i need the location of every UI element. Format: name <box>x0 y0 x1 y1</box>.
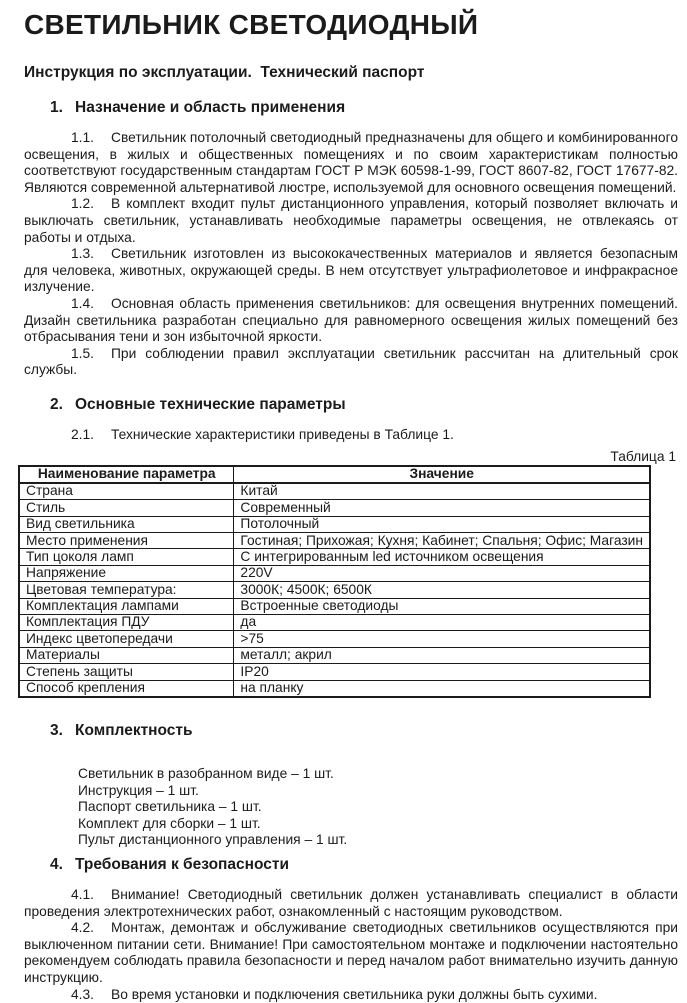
value-cell: на планку <box>234 680 650 697</box>
paragraph-4-3-text: Во время установки и подключения светильника руки должны быть сухими. <box>111 987 597 1002</box>
value-cell: Гостиная; Прихожая; Кухня; Кабинет; Спальня; Офис; Магазин <box>234 533 650 549</box>
param-cell: Тип цоколя ламп <box>19 549 234 565</box>
table-row <box>19 582 650 598</box>
table-row <box>19 483 650 500</box>
param-cell: Степень защиты <box>19 664 234 680</box>
value-cell: С интегрированным led источником освещения <box>234 549 650 565</box>
list-item: Паспорт светильника – 1 шт. <box>78 799 678 816</box>
value-cell: IP20 <box>234 664 650 680</box>
table-row <box>19 647 650 663</box>
section-2-title: Основные технические параметры <box>75 396 346 413</box>
value-cell: 220V <box>234 565 650 581</box>
param-cell: Вид светильника <box>19 516 234 532</box>
table-row <box>19 664 650 680</box>
section-4-title: Требования к безопасности <box>75 856 289 873</box>
contents-list <box>24 766 678 849</box>
param-cell: Комплектация лампами <box>19 598 234 614</box>
section-4-number: 4. <box>50 856 64 874</box>
param-cell: Страна <box>19 483 234 500</box>
value-cell: Потолочный <box>234 516 650 532</box>
table-row <box>19 500 650 516</box>
section-3-title: Комплектность <box>75 722 193 739</box>
paragraph-2-1-number: 2.1. <box>71 427 98 444</box>
table-row <box>19 680 650 697</box>
parameters-table <box>18 465 651 698</box>
value-cell: 3000К; 4500К; 6500К <box>234 582 650 598</box>
table-row <box>19 615 650 631</box>
table-header-value: Значение <box>234 466 650 483</box>
paragraph-4-3 <box>24 987 678 1003</box>
paragraph-1-4-text: Основная область применения светильников: для освещения внутренних помещений. Дизайн светильника разработан специально для равномерного освещения жилых помещений без отбрасывания тени и зон избыточной яркости. <box>24 296 678 344</box>
document-title: СВЕТИЛЬНИК СВЕТОДИОДНЫЙ <box>24 8 678 41</box>
paragraph-4-1-number: 4.1. <box>71 887 98 904</box>
param-cell: Материалы <box>19 647 234 663</box>
table-header-row <box>19 466 650 483</box>
table-row <box>19 533 650 549</box>
paragraph-2-1-text: Технические характеристики приведены в Таблице 1. <box>111 427 454 442</box>
table-row <box>19 598 650 614</box>
paragraph-1-4-number: 1.4. <box>71 296 98 313</box>
section-2-number: 2. <box>50 396 64 414</box>
section-1-number: 1. <box>50 99 64 117</box>
paragraph-4-2 <box>24 920 678 986</box>
paragraph-1-5-number: 1.5. <box>71 346 98 363</box>
paragraph-4-2-number: 4.2. <box>71 920 98 937</box>
paragraph-1-2-number: 1.2. <box>71 196 98 213</box>
section-1-heading <box>24 99 678 117</box>
section-1-title: Назначение и область применения <box>75 99 345 116</box>
paragraph-1-3-number: 1.3. <box>71 246 98 263</box>
value-cell: Китай <box>234 483 650 500</box>
paragraph-1-2 <box>24 196 678 246</box>
section-3-heading <box>24 722 678 740</box>
value-cell: да <box>234 615 650 631</box>
section-2-heading <box>24 396 678 414</box>
table-row <box>19 631 650 647</box>
section-3-number: 3. <box>50 722 64 740</box>
table-row <box>19 565 650 581</box>
table-caption: Таблица 1 <box>24 449 676 464</box>
param-cell: Место применения <box>19 533 234 549</box>
paragraph-1-2-text: В комплект входит пульт дистанционного управления, который позволяет включать и выключать светильник, устанавливать необходимые параметры освещения, не отвлекаясь от работы и отдыха. <box>24 196 678 244</box>
section-1-body <box>24 130 678 379</box>
param-cell: Напряжение <box>19 565 234 581</box>
paragraph-2-1 <box>24 427 678 444</box>
list-item: Инструкция – 1 шт. <box>78 783 678 800</box>
list-item: Комплект для сборки – 1 шт. <box>78 816 678 833</box>
param-cell: Индекс цветопередачи <box>19 631 234 647</box>
paragraph-1-4 <box>24 296 678 346</box>
paragraph-1-3 <box>24 246 678 296</box>
param-cell: Цветовая температура: <box>19 582 234 598</box>
paragraph-1-1-number: 1.1. <box>71 130 98 147</box>
paragraph-4-1-text: Внимание! Светодиодный светильник должен устанавливать специалист в области проведения электротехнических работ, ознакомленный с настоящим руководством. <box>24 887 678 919</box>
value-cell: Встроенные светодиоды <box>234 598 650 614</box>
paragraph-4-3-number: 4.3. <box>71 987 98 1003</box>
document-subtitle: Инструкция по эксплуатации. Технический паспорт <box>24 64 678 82</box>
paragraph-1-5 <box>24 346 678 379</box>
paragraph-4-2-text: Монтаж, демонтаж и обслуживание светодиодных светильников осуществляются при выключенном питании сети. Внимание! При самостоятельном монтаже и подключении настоятельно рекомендуем соблюдать правила безопасности и перед началом работ внимательно изучить данную инструкцию. <box>24 920 678 985</box>
paragraph-1-1 <box>24 130 678 196</box>
table-row <box>19 516 650 532</box>
table-header-parameter: Наименование параметра <box>19 466 234 483</box>
value-cell: >75 <box>234 631 650 647</box>
list-item: Светильник в разобранном виде – 1 шт. <box>78 766 678 783</box>
table-row <box>19 549 650 565</box>
value-cell: Современный <box>234 500 650 516</box>
paragraph-1-1-text: Светильник потолочный светодиодный предназначены для общего и комбинированного освещения, в жилых и общественных помещениях и по своим характеристикам полностью соответствуют государственным стандартам ГОСТ Р МЭК 60598-1-99, ГОСТ 8607-82, ГОСТ 17677-82. Являются современной альтернативой люстре, используемой для основного освещения помещений. <box>24 130 678 195</box>
list-item: Пульт дистанционного управления – 1 шт. <box>78 832 678 849</box>
param-cell: Стиль <box>19 500 234 516</box>
param-cell: Комплектация ПДУ <box>19 615 234 631</box>
value-cell: металл; акрил <box>234 647 650 663</box>
paragraph-1-5-text: При соблюдении правил эксплуатации светильник рассчитан на длительный срок службы. <box>24 346 678 378</box>
paragraph-1-3-text: Светильник изготовлен из высококачественных материалов и является безопасным для человека, животных, окружающей среды. В нем отсутствует ультрафиолетовое и инфракрасное излучение. <box>24 246 678 294</box>
section-4-heading <box>24 856 678 874</box>
param-cell: Способ крепления <box>19 680 234 697</box>
paragraph-4-1 <box>24 887 678 920</box>
